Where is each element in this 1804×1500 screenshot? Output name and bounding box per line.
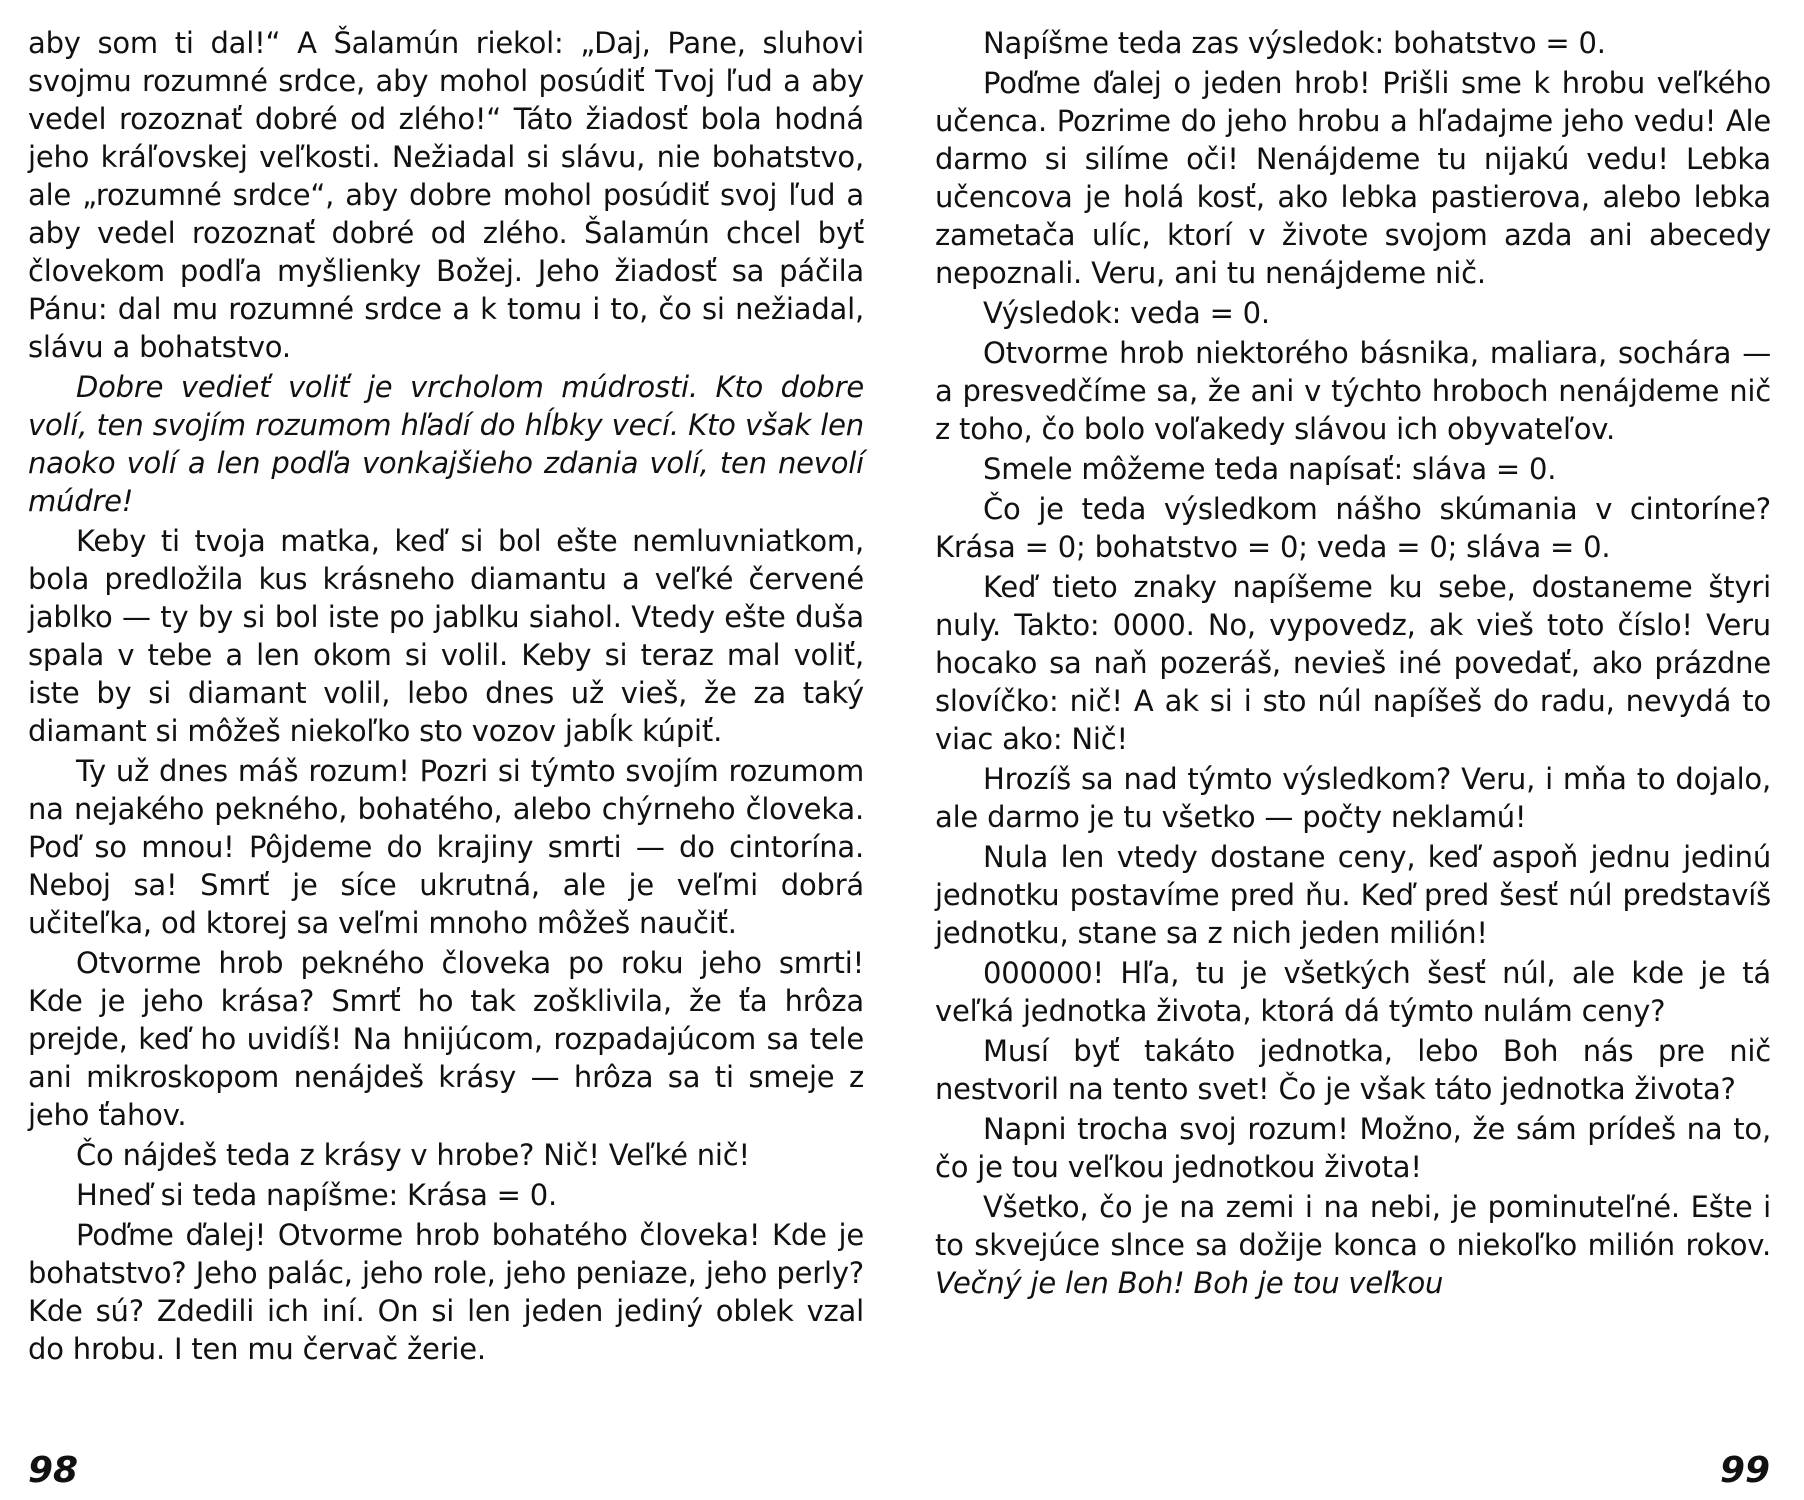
paragraph: Otvorme hrob pekného človeka po roku jeho smrti! Kde je jeho krása? Smrť ho tak zošklivila, že ťa hrôza prejde, keď ho uvidíš! Na hnijúcom, rozpadajúcom sa tele ani mikroskopom nenájdeš krásy — hrôza sa ti smeje z jeho ťahov.: [28, 946, 864, 1132]
page-number-right: 99: [1720, 1450, 1771, 1491]
paragraph: Keď tieto znaky napíšeme ku sebe, dostaneme štyri nuly. Takto: 0000. No, vypovedz, ak vieš toto číslo! Veru hocako sa naň pozeráš, nevieš iné povedať, ako prázdne slovíčko: nič! A ak si i sto núl napíšeš do radu, nevydá to viac ako: Nič!: [935, 570, 1771, 756]
paragraph-mixed: Všetko, čo je na zemi i na nebi, je pominuteľné. Ešte i to skvejúce slnce sa dožije konca o niekoľko milión rokov. Večný je len Boh! Boh je tou veľkou: [935, 1190, 1771, 1300]
right-page: [935, 24, 1771, 1304]
paragraph: Hneď si teda napíšme: Krása = 0.: [76, 1178, 558, 1212]
page-number-left: 98: [28, 1450, 79, 1491]
paragraph: Hrozíš sa nad týmto výsledkom? Veru, i mňa to dojalo, ale darmo je tu všetko — počty neklamú!: [935, 762, 1771, 834]
left-page: [28, 24, 864, 1370]
paragraph: 000000! Hľa, tu je všetkých šesť núl, ale kde je tá veľká jednotka života, ktorá dá týmto nulám ceny?: [935, 956, 1771, 1028]
paragraph: Smele môžeme teda napísať: sláva = 0.: [983, 452, 1557, 486]
paragraph: Nula len vtedy dostane ceny, keď aspoň jednu jedinú jednotku postavíme pred ňu. Keď pred šesť núl predstavíš jednotku, stane sa z nich jeden milión!: [935, 840, 1771, 950]
paragraph-italic: Dobre vedieť voliť je vrcholom múdrosti. Kto dobre volí, ten svojím rozumom hľadí do hĺbky vecí. Kto však len naoko volí a len podľa vonkajšieho zdania volí, ten nevolí múdre!: [28, 370, 864, 518]
paragraph: Výsledok: veda = 0.: [983, 296, 1270, 330]
paragraph: Musí byť takáto jednotka, lebo Boh nás pre nič nestvoril na tento svet! Čo je však táto jednotka života?: [935, 1034, 1771, 1106]
paragraph: Poďme ďalej! Otvorme hrob bohatého človeka! Kde je bohatstvo? Jeho palác, jeho role, jeho peniaze, jeho perly? Kde sú? Zdedili ich iní. On si len jeden jediný oblek vzal do hrobu. I ten mu červač žerie.: [28, 1218, 864, 1366]
paragraph: Napíšme teda zas výsledok: bohatstvo = 0.: [983, 26, 1606, 60]
paragraph: Ty už dnes máš rozum! Pozri si týmto svojím rozumom na nejakého pekného, bohatého, alebo chýrneho človeka. Poď so mnou! Pôjdeme do krajiny smrti — do cintorína. Neboj sa! Smrť je síce ukrutná, ale je veľmi dobrá učiteľka, od ktorej sa veľmi mnoho môžeš naučiť.: [28, 754, 864, 940]
paragraph: aby som ti dal!“ A Šalamún riekol: „Daj, Pane, sluhovi svojmu rozumné srdce, aby mohol posúdiť Tvoj ľud a aby vedel rozoznať dobré od zlého!“ Táto žiadosť bola hodná jeho kráľovskej veľkosti. Nežiadal si slávu, nie bohatstvo, ale „rozumné srdce“, aby dobre mohol posúdiť svoj ľud a aby vedel rozoznať dobré od zlého. Šalamún chcel byť človekom podľa myšlienky Božej. Jeho žiadosť sa páčila Pánu: dal mu rozumné srdce a k tomu i to, čo si nežiadal, slávu a bohatstvo.: [28, 26, 864, 364]
paragraph: Otvorme hrob niektorého básnika, maliara, sochára — a presvedčíme sa, že ani v týchto hroboch nenájdeme nič z toho, čo bolo voľakedy slávou ich obyvateľov.: [935, 336, 1771, 446]
paragraph: Čo nájdeš teda z krásy v hrobe? Nič! Veľké nič!: [76, 1138, 750, 1172]
paragraph: Poďme ďalej o jeden hrob! Prišli sme k hrobu veľkého učenca. Pozrime do jeho hrobu a hľadajme jeho vedu! Ale darmo si silíme oči! Nenájdeme tu nijakú vedu! Lebka učencova je holá kosť, ako lebka pastierova, alebo lebka zametača ulíc, ktorí v živote svojom azda ani abecedy nepoznali. Veru, ani tu nenájdeme nič.: [935, 66, 1771, 290]
paragraph: Napni trocha svoj rozum! Možno, že sám prídeš na to, čo je tou veľkou jednotkou života!: [935, 1112, 1771, 1184]
paragraph: Keby ti tvoja matka, keď si bol ešte nemluvniatkom, bola predložila kus krásneho diamantu a veľké červené jablko — ty by si bol iste po jablku siahol. Vtedy ešte duša spala v tebe a len okom si volil. Keby si teraz mal voliť, iste by si diamant volil, lebo dnes už vieš, že za taký diamant si môžeš niekoľko sto vozov jabĺk kúpiť.: [28, 524, 864, 748]
paragraph: Čo je teda výsledkom nášho skúmania v cintoríne? Krása = 0; bohatstvo = 0; veda = 0; sláva = 0.: [935, 492, 1771, 564]
